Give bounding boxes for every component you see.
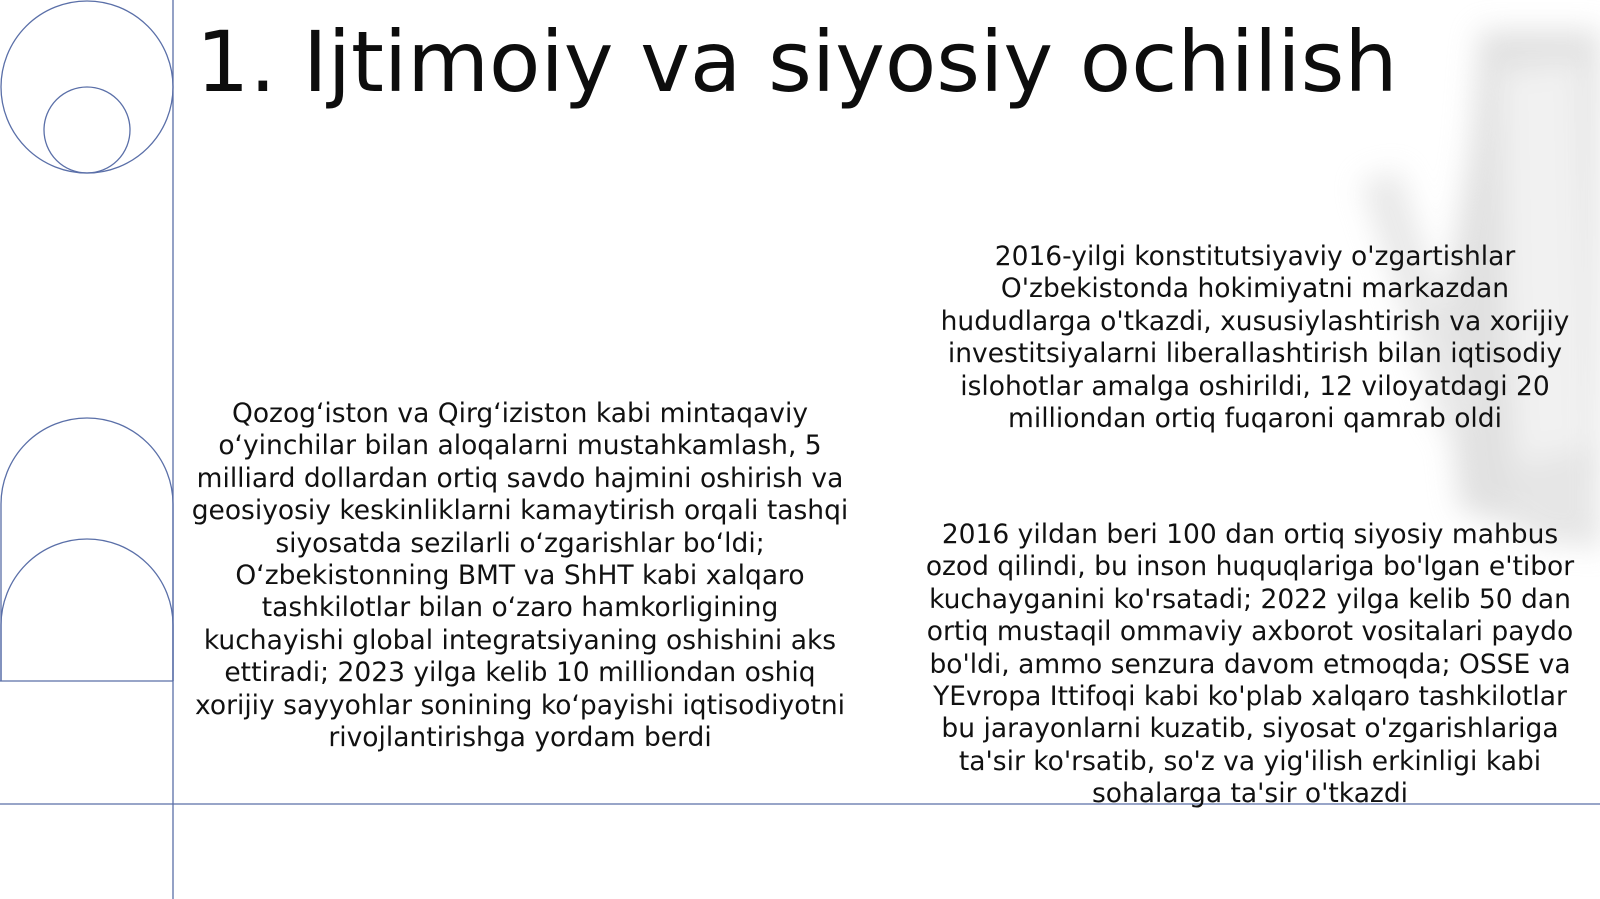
right-bottom-paragraph: 2016 yildan beri 100 dan ortiq siyosiy mahbus ozod qilindi, bu inson huquqlariga bo'lgan e'tibor kuchayganini ko'rsatadi; 2022 yilga kelib 50 dan ortiq mustaqil ommaviy axborot vositalari paydo bo'ldi, ammo senzura davom etmoqda; OSSE va YEvropa Ittifoqi kabi ko'plab xalqaro tashkilotlar bu jarayonlarni kuzatib, siyosat o'zgarishlariga ta'sir ko'rsatib, so'z va yig'ilish erkinligi kabi sohalarga ta'sir o'tkazdi	[925, 519, 1575, 810]
upper-arch-outline	[1, 418, 173, 681]
left-paragraph: Qozog‘iston va Qirg‘iziston kabi mintaqaviy o‘yinchilar bilan aloqalarni mustahkamlash, 5 milliard dollardan ortiq savdo hajmini oshirish va geosiyosiy keskinliklarni kamaytirish orqali tashqi siyosatda sezilarli o‘zgarishlar bo‘ldi; O‘zbekistonning BMT va ShHT kabi xalqaro tashkilotlar bilan o‘zaro hamkorligining kuchayishi global integratsiyaning oshishini aks ettiradi; 2023 yilga kelib 10 milliondan oshiq xorijiy sayyohlar sonining ko‘payishi iqtisodiyotni rivojlantirishga yordam berdi	[191, 398, 849, 754]
page-title: 1. Ijtimoiy va siyosiy ochilish	[196, 13, 1398, 111]
lower-arch-outline	[1, 539, 173, 681]
small-circle-outline	[44, 87, 130, 173]
right-top-paragraph: 2016-yilgi konstitutsiyaviy o'zgartishlar O'zbekistonda hokimiyatni markazdan hududlarga o'tkazdi, xususiylashtirish va xorijiy investitsiyalarni liberallashtirish bilan iqtisodiy islohotlar amalga oshirildi, 12 viloyatdagi 20 milliondan ortiq fuqaroni qamrab oldi	[940, 241, 1570, 435]
